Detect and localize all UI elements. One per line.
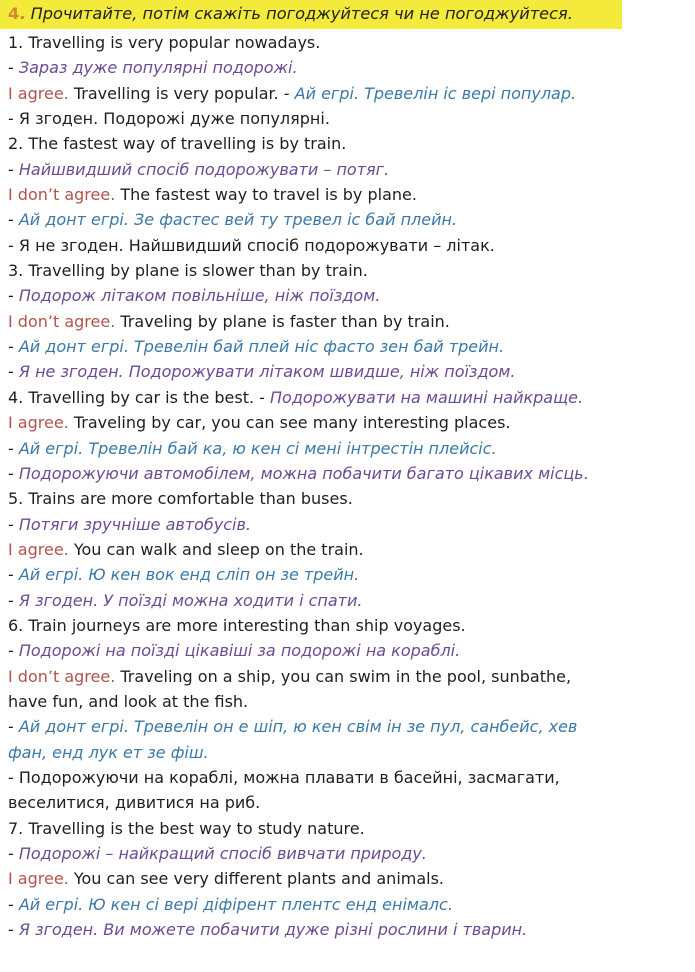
text-line [8, 613, 589, 638]
line-text: 3. Travelling by plane is slower than by train. [8, 261, 368, 281]
text-line [8, 790, 589, 815]
line-text: - [8, 565, 19, 585]
translation-text: Зараз дуже популярні подорожі. [18, 58, 298, 78]
text-line [8, 537, 589, 562]
translation-text: Найшвидший спосіб подорожувати – потяг. [18, 159, 390, 179]
translation-text: Я згоден. У поїзді можна ходити і спати. [18, 590, 363, 610]
agreement-phrase: I don’t agree. [8, 185, 116, 205]
line-text: - [8, 590, 19, 610]
text-line [8, 283, 589, 308]
line-text: Travelling is very popular. - [68, 83, 295, 103]
text-line [8, 866, 589, 891]
translation-text: Подорожі – найкращий спосіб вивчати природу. [18, 844, 427, 863]
exercise-instruction [8, 4, 573, 23]
line-text: Traveling by plane is faster than by train. [115, 311, 450, 331]
text-line [8, 588, 589, 613]
exercise-body [8, 30, 589, 942]
text-line [8, 106, 589, 131]
instruction-text: Прочитайте, потім скажіть погоджуйтеся чи не погоджуйтеся. [25, 4, 573, 23]
transliteration-text: Ай донт егрі. Тревелін бай плей ніс фасто зен бай трейн. [18, 337, 505, 357]
line-text: - [8, 717, 19, 737]
text-line [8, 841, 589, 866]
text-line [8, 638, 589, 663]
text-line [8, 334, 589, 359]
line-text: - [8, 463, 19, 483]
agreement-phrase: I agree. [8, 539, 69, 559]
exercise-header [0, 0, 622, 29]
line-text: - [8, 210, 19, 230]
line-text: - [8, 894, 19, 914]
text-line [8, 461, 589, 486]
text-line [8, 182, 589, 207]
text-line [8, 385, 589, 410]
line-text: - [8, 337, 19, 357]
text-line [8, 740, 589, 765]
line-text: 4. Travelling by car is the best. - [8, 387, 271, 407]
line-text: веселитися, дивитися на риб. [8, 793, 261, 813]
agreement-phrase: I agree. [8, 83, 69, 103]
transliteration-text: Ай егрі. Тревелін бай ка, ю кен сі мені інтрестін плейсіс. [18, 438, 497, 458]
transliteration-text: Ай донт егрі. Тревелін он е шіп, ю кен свім ін зе пул, санбейс, хев [18, 717, 578, 737]
translation-text: Подорожуючи автомобілем, можна побачити багато цікавих місць. [18, 463, 589, 483]
transliteration-text: Ай егрі. Тревелін іс вері популар. [294, 83, 577, 103]
line-text: - Подорожуючи на кораблі, можна плавати в басейні, засмагати, [8, 767, 560, 787]
line-text: - [8, 920, 19, 940]
text-line [8, 359, 589, 384]
text-line [8, 689, 589, 714]
line-text: 2. The fastest way of travelling is by train. [8, 134, 347, 154]
translation-text: Потяги зручніше автобусів. [18, 514, 252, 534]
transliteration-text: Ай донт егрі. Зе фастес вей ту тревел іс бай плейн. [18, 210, 458, 230]
text-line [8, 436, 589, 461]
line-text: You can walk and sleep on the train. [68, 539, 364, 559]
text-line [8, 486, 589, 511]
line-text: - [8, 438, 19, 458]
text-line [8, 309, 589, 334]
line-text: 5. Trains are more comfortable than buses. [8, 489, 353, 509]
line-text: Traveling by car, you can see many interesting places. [68, 413, 511, 433]
line-text: - [8, 641, 19, 661]
exercise-number: 4. [8, 4, 26, 23]
translation-text: Я згоден. Ви можете побачити дуже різні рослини і тварин. [18, 920, 528, 940]
text-line [8, 562, 589, 587]
agreement-phrase: I agree. [8, 413, 69, 433]
transliteration-text: Ай егрі. Ю кен сі вері діфірент плентс енд енімалс. [18, 894, 453, 914]
line-text: Traveling on a ship, you can swim in the pool, sunbathe, [115, 666, 572, 686]
line-text: - [8, 286, 19, 306]
agreement-phrase: I don’t agree. [8, 666, 116, 686]
line-text: 1. Travelling is very popular nowadays. [8, 33, 321, 52]
text-line [8, 55, 589, 80]
line-text: - [8, 58, 19, 78]
text-line [8, 131, 589, 156]
text-line [8, 30, 589, 55]
text-line [8, 664, 589, 689]
line-text: 7. Travelling is the best way to study nature. [8, 818, 365, 838]
line-text: - Я не згоден. Найшвидший спосіб подорожувати – літак. [8, 235, 495, 255]
translation-text: Подорож літаком повільніше, ніж поїздом. [18, 286, 381, 306]
line-text: have fun, and look at the fish. [8, 691, 249, 711]
text-line [8, 157, 589, 182]
line-text: - [8, 362, 19, 382]
agreement-phrase: I don’t agree. [8, 311, 116, 331]
translation-text: Подорожувати на машині найкраще. [270, 387, 584, 407]
text-line [8, 512, 589, 537]
line-text: 6. Train journeys are more interesting than ship voyages. [8, 615, 466, 635]
text-line [8, 258, 589, 283]
text-line [8, 892, 589, 917]
line-text: The fastest way to travel is by plane. [115, 185, 417, 205]
line-text: - [8, 844, 19, 863]
text-line [8, 207, 589, 232]
line-text: You can see very different plants and animals. [68, 869, 445, 889]
transliteration-text: фан, енд лук ет зе фіш. [8, 742, 209, 762]
transliteration-text: Ай егрі. Ю кен вок енд сліп он зе трейн. [18, 565, 360, 585]
text-line [8, 410, 589, 435]
text-line [8, 233, 589, 258]
line-text: - Я згоден. Подорожі дуже популярні. [8, 109, 330, 129]
line-text: - [8, 159, 19, 179]
line-text: - [8, 514, 19, 534]
text-line [8, 81, 589, 106]
text-line [8, 714, 589, 739]
text-line [8, 816, 589, 841]
translation-text: Подорожі на поїзді цікавіші за подорожі на кораблі. [18, 641, 461, 661]
agreement-phrase: I agree. [8, 869, 69, 889]
text-line [8, 765, 589, 790]
translation-text: Я не згоден. Подорожувати літаком швидше, ніж поїздом. [18, 362, 516, 382]
text-line [8, 917, 589, 942]
